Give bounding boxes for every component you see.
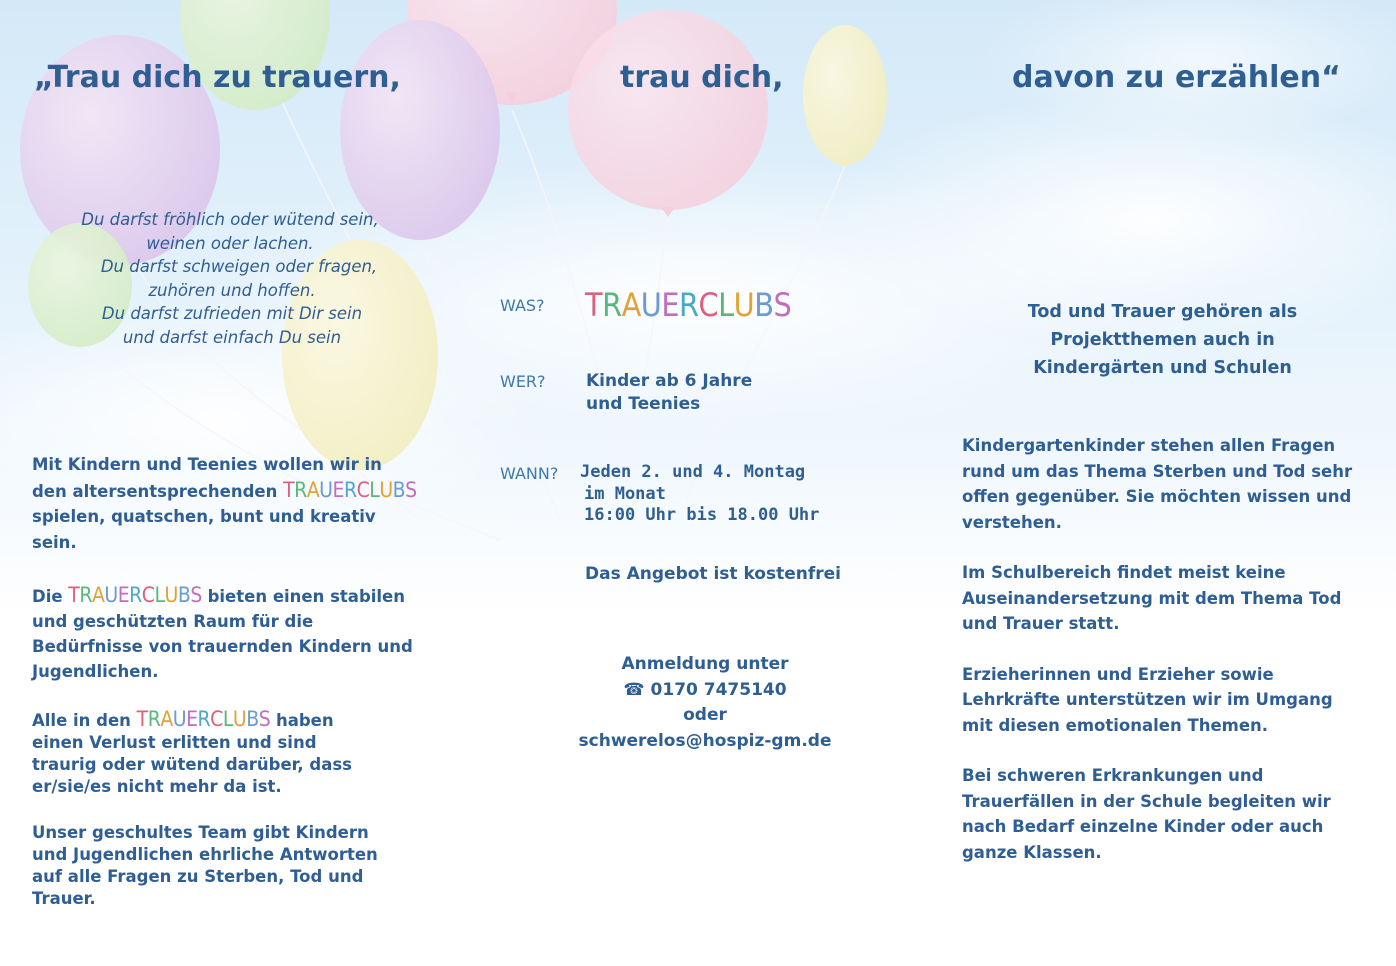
paragraph bbox=[32, 708, 372, 798]
wann-line: im Monat bbox=[584, 483, 666, 504]
logo-letter: R bbox=[79, 583, 92, 607]
paragraph: Erzieherinnen und Erzieher sowie Lehrkräfte unterstützen wir im Umgang mit diesen emotionalen Themen. bbox=[962, 664, 1333, 735]
wer-value bbox=[586, 370, 752, 416]
logo-letter: A bbox=[621, 286, 641, 324]
logo-letter: T bbox=[136, 707, 148, 731]
left-column bbox=[32, 452, 422, 910]
logo-letter: S bbox=[258, 707, 271, 731]
intro-line: Kindergärten und Schulen bbox=[1033, 358, 1292, 378]
logo-letter: E bbox=[332, 477, 344, 502]
logo-letter: L bbox=[369, 477, 380, 502]
paragraph-text: haben einen Verlust erlitten und sind traurig oder wütend darüber, dass er/sie/es nicht mehr da ist. bbox=[32, 711, 352, 796]
logo-letter: C bbox=[141, 583, 155, 607]
registration-label: Anmeldung unter bbox=[621, 654, 789, 674]
logo-letter: B bbox=[392, 477, 406, 502]
phone-number[interactable]: 0170 7475140 bbox=[650, 679, 787, 700]
logo-letter: B bbox=[754, 286, 774, 324]
logo-letter: S bbox=[405, 477, 417, 502]
paragraph bbox=[32, 583, 422, 684]
logo-letter: R bbox=[343, 477, 357, 502]
logo-letter: E bbox=[117, 583, 130, 607]
free-offer-text: Das Angebot ist kostenfrei bbox=[585, 564, 842, 584]
trauerclubs-logo bbox=[585, 286, 791, 324]
paragraph-text: bieten einen stabilen und geschützten Raum für die Bedürfnisse von trauernden Kindern und Jugendlichen. bbox=[32, 587, 413, 681]
paragraph: Unser geschultes Team gibt Kindern und Jugendlichen ehrliche Antworten auf alle Fragen zu Sterben, Tod und Trauer. bbox=[32, 823, 378, 908]
paragraph-text: spielen, quatschen, bunt und kreativ sein. bbox=[32, 507, 376, 552]
paragraph: Kindergartenkinder stehen allen Fragen rund um das Thema Sterben und Tod sehr offen gegenüber. Sie möchten wissen und verstehen. bbox=[962, 436, 1353, 532]
wer-line: Kinder ab 6 Jahre bbox=[586, 371, 753, 391]
paragraph bbox=[32, 452, 422, 555]
logo-letter: A bbox=[91, 583, 105, 607]
paragraph: Im Schulbereich findet meist keine Auseinandersetzung mit dem Thema Tod und Trauer statt. bbox=[962, 563, 1342, 633]
logo-letter: S bbox=[190, 583, 202, 607]
logo-letter: C bbox=[210, 707, 223, 731]
trauerclubs-logo bbox=[283, 478, 417, 502]
logo-letter: A bbox=[160, 707, 173, 731]
logo-letter: U bbox=[379, 477, 393, 502]
logo-letter: T bbox=[585, 286, 603, 324]
logo-letter: L bbox=[718, 286, 734, 324]
logo-letter: R bbox=[147, 707, 161, 731]
logo-letter: U bbox=[319, 477, 333, 502]
wann-value bbox=[580, 462, 819, 527]
heading-part-3: davon zu erzählen“ bbox=[1012, 60, 1341, 95]
logo-letter: R bbox=[679, 286, 699, 324]
logo-letter: B bbox=[177, 583, 191, 607]
wann-label: WANN? bbox=[500, 464, 559, 483]
trauerclubs-logo bbox=[68, 583, 202, 607]
logo-letter: T bbox=[68, 583, 80, 607]
logo-letter: R bbox=[197, 707, 211, 731]
or-text: oder bbox=[683, 705, 727, 725]
logo-letter: U bbox=[640, 286, 662, 324]
intro-line: Projektthemen auch in bbox=[1050, 330, 1275, 350]
logo-letter: C bbox=[356, 477, 370, 502]
poem bbox=[40, 208, 420, 350]
wann-line: 16:00 Uhr bis 18.00 Uhr bbox=[584, 505, 820, 525]
logo-letter: T bbox=[283, 477, 295, 502]
paragraph: Bei schweren Erkrankungen und Trauerfällen in der Schule begleiten wir nach Bedarf einzelne Kinder oder auch ganze Klassen. bbox=[962, 766, 1331, 862]
email-link[interactable]: schwerelos@hospiz-gm.de bbox=[578, 730, 832, 751]
logo-letter: U bbox=[164, 583, 178, 607]
logo-letter: U bbox=[232, 707, 247, 731]
logo-letter: C bbox=[698, 286, 719, 324]
logo-letter: L bbox=[222, 707, 233, 731]
wann-line: Jeden 2. und 4. Montag bbox=[580, 462, 806, 482]
paragraph-text: Mit Kindern und Teenies wollen wir in den altersentsprechenden bbox=[32, 455, 382, 501]
logo-letter: U bbox=[104, 583, 118, 607]
logo-letter: E bbox=[661, 286, 680, 324]
logo-letter: A bbox=[306, 477, 320, 502]
poem-line: und darfst einfach Du sein bbox=[122, 327, 342, 347]
poem-line: weinen oder lachen. bbox=[146, 233, 314, 253]
logo-letter: R bbox=[602, 286, 622, 324]
logo-letter: R bbox=[129, 583, 142, 607]
trauerclubs-logo bbox=[137, 707, 271, 731]
wer-line: und Teenies bbox=[586, 394, 701, 414]
paragraph-text: Die bbox=[32, 587, 63, 606]
right-column bbox=[962, 433, 1367, 865]
wer-label: WER? bbox=[500, 372, 546, 391]
logo-letter: U bbox=[733, 286, 755, 324]
right-intro bbox=[990, 298, 1335, 382]
logo-letter: L bbox=[154, 583, 165, 607]
poem-line: Du darfst fröhlich oder wütend sein, bbox=[81, 210, 379, 229]
registration-block bbox=[560, 652, 850, 754]
poem-line: Du darfst schweigen oder fragen, bbox=[100, 257, 378, 277]
telephone-icon: ☎ bbox=[623, 679, 645, 700]
paragraph-text: Alle in den bbox=[32, 711, 131, 730]
logo-letter: R bbox=[294, 477, 307, 502]
poem-line: Du darfst zufrieden mit Dir sein bbox=[101, 304, 363, 324]
heading-part-2: trau dich, bbox=[620, 60, 784, 95]
logo-letter: U bbox=[172, 707, 187, 731]
logo-letter: S bbox=[773, 286, 792, 324]
logo-letter: E bbox=[186, 707, 198, 731]
heading-part-1: „Trau dich zu trauern, bbox=[34, 60, 401, 95]
logo-letter: B bbox=[246, 707, 259, 731]
poem-line: zuhören und hoffen. bbox=[148, 280, 316, 300]
phone-line bbox=[560, 678, 850, 704]
intro-line: Tod und Trauer gehören als bbox=[1027, 302, 1298, 322]
was-label: WAS? bbox=[500, 296, 545, 315]
